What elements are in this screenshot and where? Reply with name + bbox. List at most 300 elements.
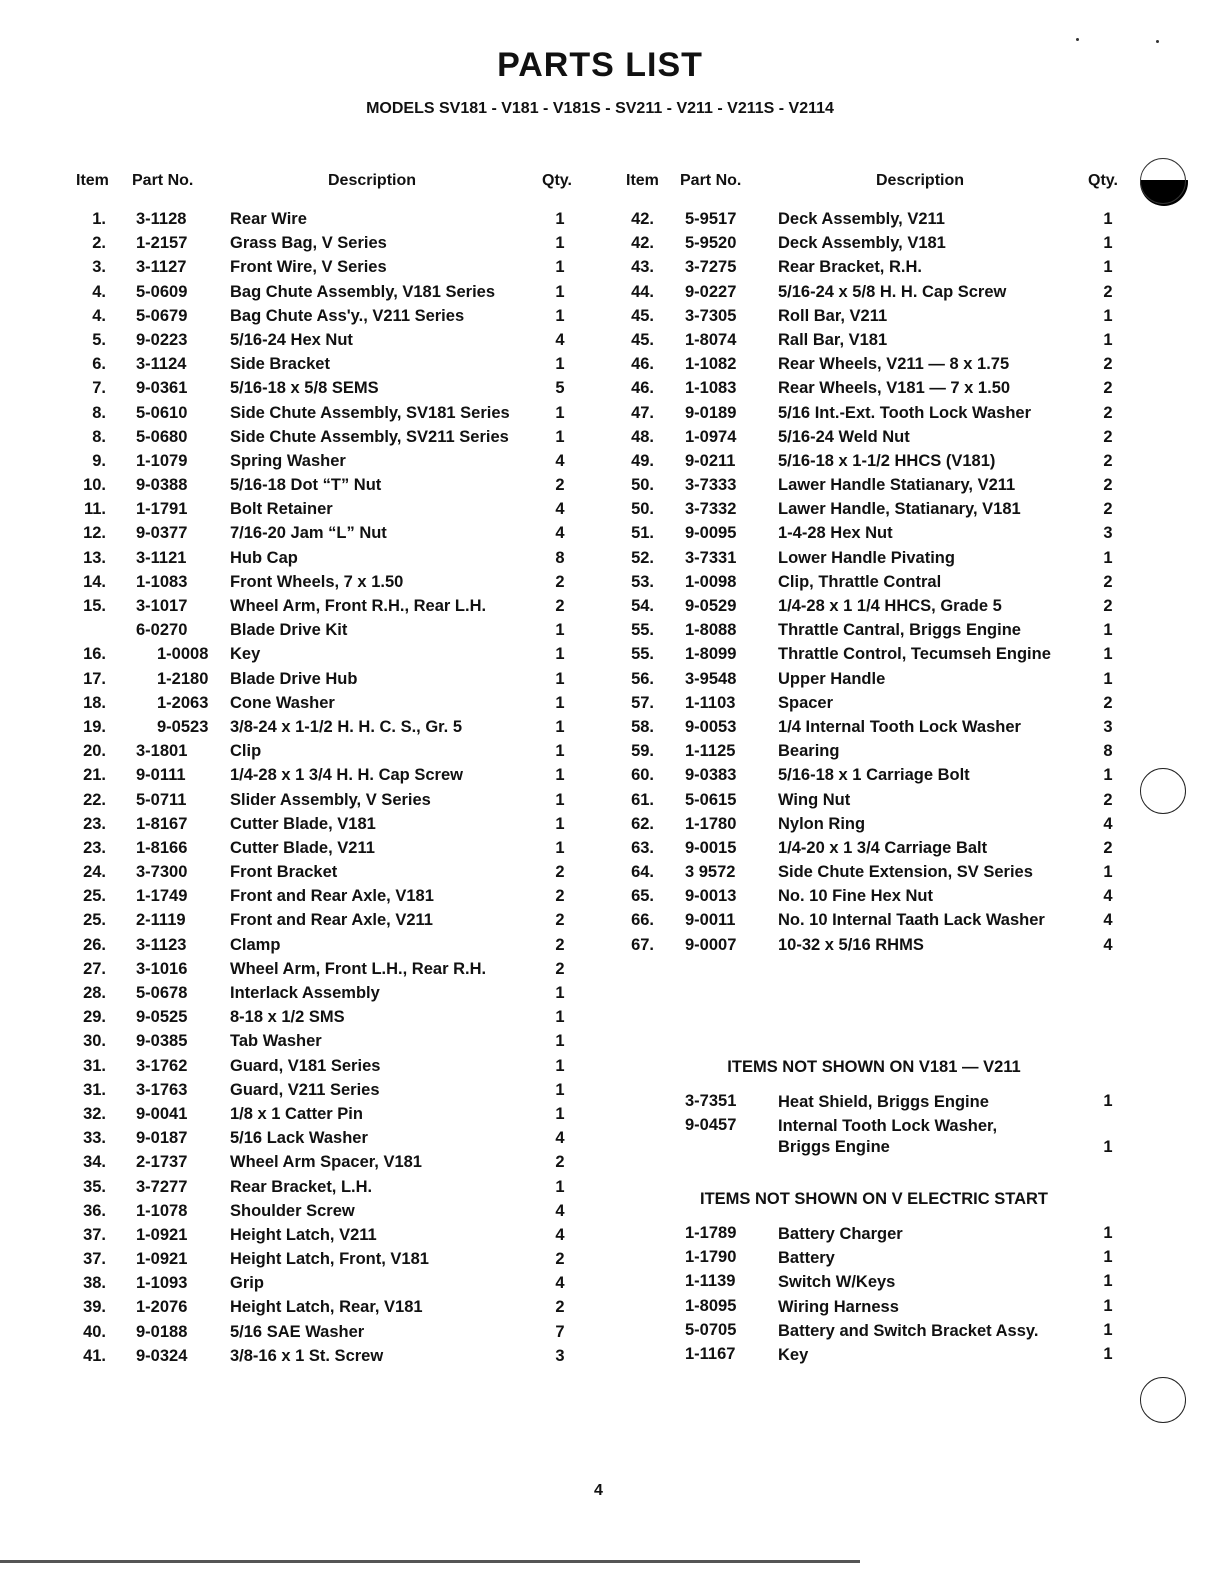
items-not-shown-v181-v211 [624, 1058, 1124, 1160]
quantity: 1 [555, 355, 565, 374]
item-number: 45. [631, 306, 654, 325]
table-row [76, 428, 586, 452]
description: Height Latch, V211 [230, 1225, 377, 1244]
part-number: 1-8095 [685, 1296, 737, 1315]
part-number: 9-0525 [136, 1008, 188, 1027]
table-row [76, 597, 586, 621]
table-row [624, 331, 1124, 355]
part-number: 9-0187 [136, 1129, 188, 1148]
table-row [76, 307, 586, 331]
table-row [624, 911, 1124, 935]
part-number: 9-0189 [685, 403, 737, 422]
table-row [76, 1178, 586, 1202]
table-row [624, 258, 1124, 282]
quantity: 4 [555, 500, 565, 519]
part-number: 5-9517 [685, 210, 737, 228]
quantity: 1 [1103, 863, 1113, 882]
part-number: 3-7333 [685, 476, 737, 495]
table-row [624, 815, 1124, 839]
description: Cone Washer [230, 693, 335, 712]
part-number: 5-0615 [685, 790, 737, 809]
description: 8-18 x 1/2 SMS [230, 1008, 345, 1027]
table-row [624, 694, 1124, 718]
parts-table-right [624, 172, 1124, 960]
description: Cutter Blade, V181 [230, 814, 376, 833]
item-number: 61. [631, 790, 654, 809]
quantity: 1 [555, 306, 565, 325]
part-number: 1-1078 [136, 1201, 188, 1220]
table-body [76, 210, 586, 1371]
table-row [624, 718, 1124, 742]
item-number: 59. [631, 742, 654, 761]
part-number: 3-1762 [136, 1056, 188, 1075]
table-row [624, 379, 1124, 403]
part-number: 3-1128 [136, 210, 187, 228]
table-row [76, 355, 586, 379]
item-number: 4. [92, 282, 106, 301]
description: Clip [230, 742, 262, 761]
item-number: 3. [92, 258, 106, 277]
description: Rear Wire [230, 210, 307, 228]
part-number: 3-1127 [136, 258, 187, 277]
item-number: 5. [92, 330, 106, 349]
table-row [76, 524, 586, 548]
header-description: Description [328, 172, 417, 189]
table-row [624, 742, 1124, 766]
part-number: 5-0679 [136, 306, 188, 325]
header-item: Item [626, 172, 659, 189]
item-number: 52. [631, 548, 654, 567]
table-row [76, 694, 586, 718]
quantity: 4 [555, 451, 565, 470]
table-row [624, 791, 1124, 815]
part-number: 9-0111 [136, 766, 186, 785]
item-number: 11. [83, 500, 106, 519]
quantity: 2 [1103, 572, 1113, 591]
scan-edge-line [0, 1560, 860, 1563]
part-number: 3-7331 [685, 548, 737, 567]
item-number: 17. [83, 669, 106, 688]
part-number: 9-0388 [136, 476, 188, 495]
table-row [76, 621, 586, 645]
description: Grip [230, 1274, 264, 1293]
item-number: 23. [83, 838, 106, 857]
table-row [76, 258, 586, 282]
description: Hub Cap [230, 548, 298, 567]
description: Bag Chute Assembly, V181 Series [230, 282, 496, 301]
description-line-2: Briggs Engine [778, 1138, 890, 1156]
part-number: 9-0385 [136, 1032, 188, 1051]
part-number: 1-1789 [685, 1224, 737, 1242]
quantity: 1 [555, 1032, 565, 1051]
part-number: 9-0011 [685, 911, 736, 930]
quantity: 2 [555, 959, 565, 978]
part-number: 3-7305 [685, 306, 737, 325]
item-number: 30. [83, 1032, 106, 1051]
description: Battery Charger [778, 1225, 903, 1243]
description: 1/4 Internal Tooth Lock Washer [778, 717, 1021, 736]
quantity: 1 [1103, 210, 1113, 228]
part-number: 1-2180 [157, 669, 209, 688]
part-number: 3-1123 [136, 935, 187, 954]
table-row [76, 718, 586, 742]
table-row [76, 911, 586, 935]
table-row [76, 452, 586, 476]
part-number: 1-0921 [136, 1250, 188, 1269]
table-row [76, 1250, 586, 1274]
part-number: 3-1121 [136, 548, 187, 567]
table-row [624, 839, 1124, 863]
description: 5/16 Lack Washer [230, 1129, 368, 1148]
table-row [76, 210, 586, 234]
description: Bag Chute Ass'y., V211 Series [230, 306, 465, 325]
description: 5/16-18 x 1 Carriage Bolt [778, 766, 970, 785]
description: 1-4-28 Hex Nut [778, 524, 893, 543]
part-number: 1-1139 [685, 1272, 736, 1291]
quantity: 1 [1103, 258, 1113, 277]
quantity: 4 [555, 1201, 565, 1220]
description: 5/16-18 x 5/8 SEMS [230, 379, 379, 398]
item-number: 33. [83, 1129, 106, 1148]
item-number: 60. [631, 766, 654, 785]
description: 1/4-20 x 1 3/4 Carriage Balt [778, 838, 988, 857]
quantity: 1 [555, 717, 565, 736]
description: Cutter Blade, V211 [230, 838, 375, 857]
part-number: 9-0523 [157, 717, 209, 736]
description: 1/4-28 x 1 1/4 HHCS, Grade 5 [778, 597, 1002, 615]
quantity: 2 [1103, 790, 1113, 809]
part-number: 6-0270 [136, 621, 188, 640]
table-row [76, 936, 586, 960]
speck [1076, 38, 1079, 41]
description: 5/16 SAE Washer [230, 1322, 365, 1341]
description: Shoulder Screw [230, 1201, 355, 1220]
description: Wheel Arm Spacer, V181 [230, 1153, 422, 1172]
part-number: 1-1791 [136, 500, 188, 519]
part-number: 9-0007 [685, 935, 737, 954]
table-row [76, 839, 586, 863]
table-row [624, 210, 1124, 234]
quantity: 1 [555, 693, 565, 712]
quantity: 1 [555, 258, 565, 277]
description: 5/16-24 x 5/8 H. H. Cap Screw [778, 282, 1007, 301]
speck [1156, 40, 1159, 43]
quantity: 1 [555, 282, 565, 301]
description: Clamp [230, 935, 281, 954]
quantity: 1 [555, 790, 565, 809]
description: 1/4-28 x 1 3/4 H. H. Cap Screw [230, 766, 463, 785]
description: Blade Drive Hub [230, 669, 358, 688]
item-number: 15. [83, 597, 106, 615]
list-item [624, 1272, 1124, 1296]
header-part-no: Part No. [132, 172, 194, 189]
description: Bearing [778, 742, 840, 761]
description: Wiring Harness [778, 1297, 899, 1316]
quantity: 5 [555, 379, 565, 398]
part-number: 3-7277 [136, 1177, 188, 1196]
list-item [624, 1092, 1124, 1116]
description: Wheel Arm, Front L.H., Rear R.H. [230, 959, 487, 978]
quantity: 2 [1103, 838, 1113, 857]
table-row [624, 524, 1124, 548]
list-item [624, 1297, 1124, 1321]
part-number: 2-1737 [136, 1153, 188, 1172]
item-number: 48. [631, 427, 654, 446]
quantity: 2 [555, 935, 565, 954]
description: Battery [778, 1249, 835, 1268]
item-number: 54. [631, 597, 654, 615]
part-number: 1-8088 [685, 621, 737, 640]
quantity: 1 [555, 1104, 565, 1123]
item-number: 9. [92, 451, 106, 470]
description: Front and Rear Axle, V181 [230, 887, 434, 906]
item-number: 25. [83, 911, 106, 930]
quantity: 1 [1103, 234, 1113, 253]
description: Key [778, 1345, 809, 1364]
header-description: Description [876, 172, 965, 189]
part-number: 3-7351 [685, 1092, 737, 1110]
description: Height Latch, Rear, V181 [230, 1298, 423, 1317]
quantity: 1 [1103, 548, 1113, 567]
quantity: 2 [555, 597, 565, 615]
description: Slider Assembly, V Series [230, 790, 431, 809]
part-number: 1-0098 [685, 572, 737, 591]
description: No. 10 Fine Hex Nut [778, 887, 933, 906]
item-number: 55. [631, 645, 654, 664]
item-number: 67. [631, 935, 654, 954]
table-row [76, 1298, 586, 1322]
table-row [76, 960, 586, 984]
item-number: 63. [631, 838, 654, 857]
quantity: 2 [555, 1250, 565, 1269]
quantity: 1 [555, 814, 565, 833]
quantity: 2 [1103, 476, 1113, 495]
part-number: 1-8167 [136, 814, 188, 833]
table-row [76, 1202, 586, 1226]
part-number: 9-0227 [685, 282, 737, 301]
quantity: 1 [1103, 1320, 1113, 1339]
part-number: 1-0974 [685, 427, 737, 446]
item-number: 39. [83, 1298, 106, 1317]
description [778, 1116, 997, 1158]
description: 5/16-24 Weld Nut [778, 427, 910, 446]
description: Front Wheels, 7 x 1.50 [230, 572, 404, 591]
models-subtitle: MODELS SV181 - V181 - V181S - SV211 - V211 - V211S - V2114 [366, 100, 834, 117]
item-number: 31. [83, 1080, 106, 1099]
part-number: 3-1801 [136, 742, 188, 761]
table-row [76, 476, 586, 500]
description: Deck Assembly, V211 [778, 210, 945, 228]
part-number: 1-2157 [136, 234, 188, 253]
part-number: 9-0457 [685, 1116, 737, 1134]
table-body [624, 210, 1124, 960]
table-row [76, 1274, 586, 1298]
quantity: 8 [1103, 742, 1113, 761]
table-row [76, 1057, 586, 1081]
header-part-no: Part No. [680, 172, 742, 189]
table-row [76, 1323, 586, 1347]
item-number: 31. [83, 1056, 106, 1075]
item-number: 10. [83, 476, 106, 495]
part-number: 1-1790 [685, 1248, 737, 1267]
description: 5/16-18 x 1-1/2 HHCS (V181) [778, 451, 996, 470]
part-number: 1-0921 [136, 1225, 188, 1244]
description: 5/16-18 Dot “T” Nut [230, 476, 382, 495]
item-number: 56. [631, 669, 654, 688]
table-row [624, 936, 1124, 960]
quantity: 1 [555, 1056, 565, 1075]
part-number: 3-1124 [136, 355, 187, 374]
part-number: 3-9548 [685, 669, 737, 688]
table-row [76, 1226, 586, 1250]
quantity: 1 [555, 210, 565, 228]
description: Roll Bar, V211 [778, 306, 888, 325]
quantity: 2 [1103, 355, 1113, 374]
quantity: 4 [555, 330, 565, 349]
table-row [624, 573, 1124, 597]
description: Rear Wheels, V181 — 7 x 1.50 [778, 379, 1011, 398]
item-number: 27. [83, 959, 106, 978]
part-number: 3-1017 [136, 597, 188, 615]
table-row [76, 815, 586, 839]
description: Upper Handle [778, 669, 886, 688]
description: Thrattle Control, Tecumseh Engine [778, 645, 1051, 664]
description: Side Chute Extension, SV Series [778, 863, 1033, 882]
description: Spacer [778, 693, 834, 712]
part-number: 3 9572 [685, 863, 736, 882]
table-row [624, 476, 1124, 500]
part-number: 9-0053 [685, 717, 737, 736]
quantity: 4 [555, 1225, 565, 1244]
part-number: 5-0609 [136, 282, 188, 301]
table-row [76, 1008, 586, 1032]
part-number: 1-8074 [685, 330, 737, 349]
quantity: 2 [1103, 427, 1113, 446]
part-number: 5-0711 [136, 790, 187, 809]
quantity: 1 [1103, 330, 1113, 349]
part-number: 1-8166 [136, 838, 188, 857]
quantity: 4 [555, 1129, 565, 1148]
part-number: 5-0610 [136, 403, 188, 422]
description: Lower Handle Pivating [778, 548, 955, 567]
description: Lawer Handle Statianary, V211 [778, 476, 1016, 495]
item-number: 7. [92, 379, 106, 398]
item-number: 34. [83, 1153, 106, 1172]
table-row [624, 887, 1124, 911]
part-number: 1-8099 [685, 645, 737, 664]
item-number: 50. [631, 500, 654, 519]
quantity: 2 [555, 476, 565, 495]
quantity: 1 [555, 742, 565, 761]
quantity: 2 [1103, 451, 1113, 470]
part-number: 1-1103 [685, 693, 736, 712]
item-number: 42. [631, 210, 654, 228]
table-row [624, 500, 1124, 524]
parts-table-left [76, 172, 586, 1371]
quantity: 2 [555, 1298, 565, 1317]
section-body [624, 1224, 1124, 1369]
quantity: 1 [1103, 1138, 1113, 1156]
quantity: 2 [1103, 282, 1113, 301]
quantity: 1 [555, 1008, 565, 1027]
part-number: 3-7275 [685, 258, 737, 277]
part-number: 9-0041 [136, 1104, 188, 1123]
part-number: 2-1119 [136, 911, 186, 930]
table-row [76, 331, 586, 355]
quantity: 1 [1103, 1224, 1113, 1242]
item-number: 35. [83, 1177, 106, 1196]
punch-hole [1140, 1377, 1186, 1423]
item-number: 55. [631, 621, 654, 640]
part-number: 5-0680 [136, 427, 188, 446]
quantity: 1 [555, 621, 565, 640]
table-row [624, 766, 1124, 790]
list-item [624, 1321, 1124, 1345]
table-row [76, 984, 586, 1008]
item-number: 29. [83, 1008, 106, 1027]
item-number: 44. [631, 282, 654, 301]
table-row [624, 863, 1124, 887]
description: 1/8 x 1 Catter Pin [230, 1104, 363, 1123]
table-row [76, 1153, 586, 1177]
table-row [76, 766, 586, 790]
table-row [624, 355, 1124, 379]
item-number: 42. [631, 234, 654, 253]
item-number: 50. [631, 476, 654, 495]
part-number: 9-0188 [136, 1322, 188, 1341]
punch-hole [1140, 768, 1186, 814]
item-number: 53. [631, 572, 654, 591]
description: Blade Drive Kit [230, 621, 348, 640]
quantity: 1 [1103, 1344, 1113, 1363]
part-number: 3-1016 [136, 959, 188, 978]
table-row [76, 500, 586, 524]
description: 10-32 x 5/16 RHMS [778, 935, 924, 954]
table-row [76, 573, 586, 597]
quantity: 1 [1103, 645, 1113, 664]
part-number: 1-1749 [136, 887, 188, 906]
table-row [624, 428, 1124, 452]
part-number: 9-0015 [685, 838, 737, 857]
quantity: 1 [1103, 1248, 1113, 1267]
item-number: 62. [631, 814, 654, 833]
item-number: 58. [631, 717, 654, 736]
description: Front Bracket [230, 863, 338, 882]
part-number: 5-0678 [136, 984, 188, 1002]
item-number: 24. [83, 863, 106, 882]
quantity: 1 [555, 645, 565, 664]
quantity: 4 [1103, 911, 1113, 930]
table-row [76, 670, 586, 694]
part-number: 1-1083 [685, 379, 737, 398]
part-number: 1-1125 [685, 742, 736, 761]
table-row [624, 670, 1124, 694]
quantity: 4 [1103, 935, 1113, 954]
description: Wing Nut [778, 790, 851, 809]
section-title: ITEMS NOT SHOWN ON V ELECTRIC START [699, 1190, 1049, 1208]
description: Deck Assembly, V181 [778, 234, 946, 253]
description: Rear Wheels, V211 — 8 x 1.75 [778, 355, 1010, 374]
description-line-1: Internal Tooth Lock Washer, [778, 1117, 998, 1135]
description: Thrattle Cantral, Briggs Engine [778, 621, 1021, 640]
part-number: 1-1083 [136, 572, 188, 591]
part-number: 1-1780 [685, 814, 737, 833]
header-qty: Qty. [542, 172, 572, 189]
part-number: 1-2063 [157, 693, 209, 712]
table-row [76, 549, 586, 573]
description: Bolt Retainer [230, 500, 333, 519]
item-number: 20. [83, 742, 106, 761]
